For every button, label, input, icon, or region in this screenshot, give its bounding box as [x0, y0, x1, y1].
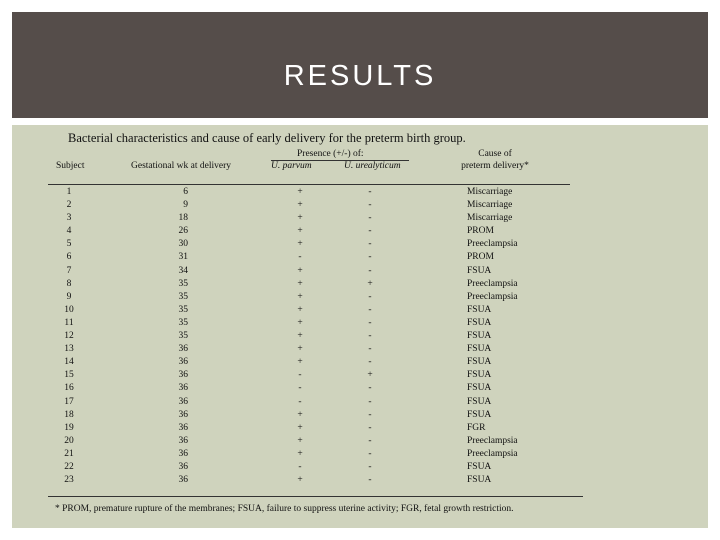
cell-u-parvum: + — [297, 435, 303, 446]
cell-subject: 21 — [64, 448, 74, 459]
cell-gestational-week: 6 — [183, 187, 188, 197]
table-row — [0, 317, 720, 330]
cell-u-urealyticum: - — [368, 435, 372, 446]
cell-u-parvum: + — [297, 291, 303, 302]
cell-cause: FSUA — [467, 383, 492, 394]
table-row — [0, 278, 720, 291]
cell-u-urealyticum: - — [368, 239, 372, 250]
cell-gestational-week: 36 — [178, 448, 188, 459]
cell-subject: 4 — [66, 226, 72, 237]
table-row — [0, 251, 720, 264]
cell-gestational-week: 36 — [178, 396, 188, 407]
cell-subject: 16 — [64, 383, 74, 394]
cell-u-urealyticum: - — [368, 344, 372, 355]
cell-cause: FSUA — [467, 396, 492, 407]
cell-u-parvum: + — [297, 304, 303, 315]
cell-gestational-week: 36 — [178, 422, 188, 433]
cell-subject: 3 — [66, 213, 72, 224]
cell-cause: PROM — [467, 226, 494, 237]
cell-u-parvum: + — [297, 200, 303, 211]
cell-gestational-week: 36 — [178, 357, 188, 368]
cell-gestational-week: 35 — [178, 317, 188, 328]
cell-u-parvum: + — [297, 409, 303, 420]
table-title: Bacterial characteristics and cause of early delivery for the preterm birth group. — [68, 131, 466, 145]
cell-subject: 23 — [64, 475, 74, 486]
cell-u-urealyticum: + — [367, 370, 373, 381]
table-row — [0, 369, 720, 382]
cell-cause: FSUA — [467, 475, 492, 486]
cell-u-parvum: + — [297, 475, 303, 486]
cell-u-urealyticum: + — [367, 278, 373, 289]
cell-subject: 11 — [64, 317, 74, 328]
cell-u-urealyticum: - — [368, 475, 372, 486]
cell-subject: 12 — [64, 331, 74, 342]
cell-cause: FSUA — [467, 317, 492, 328]
cell-subject: 19 — [64, 422, 74, 433]
table-row — [0, 199, 720, 212]
cell-cause: FSUA — [467, 357, 492, 368]
cell-cause: Preeclampsia — [467, 435, 518, 446]
cell-gestational-week: 36 — [178, 370, 188, 381]
cell-gestational-week: 35 — [178, 291, 188, 302]
cell-u-parvum: + — [297, 239, 303, 250]
cell-subject: 2 — [66, 200, 72, 211]
cell-u-parvum: + — [297, 317, 303, 328]
cell-subject: 10 — [64, 304, 74, 315]
cell-cause: PROM — [467, 252, 494, 263]
cell-u-urealyticum: - — [368, 291, 372, 302]
cell-u-parvum: - — [298, 383, 302, 394]
header-subject: Subject — [56, 161, 85, 171]
cell-u-parvum: + — [297, 278, 303, 289]
cell-gestational-week: 36 — [178, 344, 188, 355]
table-row — [0, 435, 720, 448]
cell-subject: 7 — [66, 265, 72, 276]
table-row — [0, 291, 720, 304]
table-footnote: * PROM, premature rupture of the membranes; FSUA, failure to suppress uterine activity; FGR, fetal growth restriction. — [55, 504, 514, 514]
table-row — [0, 396, 720, 409]
header-u-urealyticum: U. urealyticum — [344, 161, 401, 171]
table-body — [0, 186, 720, 487]
cell-u-parvum: + — [297, 422, 303, 433]
table-row — [0, 343, 720, 356]
slide-title: RESULTS — [283, 60, 437, 92]
cell-gestational-week: 36 — [178, 409, 188, 420]
cell-u-parvum: + — [297, 448, 303, 459]
cell-u-urealyticum: - — [368, 317, 372, 328]
cell-cause: Miscarriage — [467, 187, 513, 197]
cell-gestational-week: 36 — [178, 461, 188, 472]
table-row — [0, 356, 720, 369]
cell-gestational-week: 36 — [178, 435, 188, 446]
cell-gestational-week: 35 — [178, 278, 188, 289]
cell-subject: 18 — [64, 409, 74, 420]
cell-u-parvum: + — [297, 265, 303, 276]
cell-cause: Preeclampsia — [467, 239, 518, 250]
table-row — [0, 304, 720, 317]
table-row — [0, 409, 720, 422]
cell-gestational-week: 30 — [178, 239, 188, 250]
cell-gestational-week: 36 — [178, 475, 188, 486]
cell-gestational-week: 36 — [178, 383, 188, 394]
cell-subject: 15 — [64, 370, 74, 381]
cell-cause: Preeclampsia — [467, 291, 518, 302]
cell-cause: FSUA — [467, 370, 492, 381]
table-bottom-rule — [48, 496, 583, 497]
cell-cause: FSUA — [467, 304, 492, 315]
cell-gestational-week: 35 — [178, 304, 188, 315]
header-u-parvum: U. parvum — [271, 161, 312, 171]
cell-cause: FGR — [467, 422, 486, 433]
cell-subject: 5 — [66, 239, 72, 250]
cell-subject: 13 — [64, 344, 74, 355]
cell-cause: Miscarriage — [467, 200, 513, 211]
table-row — [0, 265, 720, 278]
cell-u-urealyticum: - — [368, 200, 372, 211]
cell-subject: 8 — [66, 278, 72, 289]
cell-gestational-week: 34 — [178, 265, 188, 276]
header-gestational-week: Gestational wk at delivery — [131, 161, 231, 171]
table-row — [0, 330, 720, 343]
cell-u-parvum: + — [297, 213, 303, 224]
cell-cause: Preeclampsia — [467, 278, 518, 289]
cell-u-parvum: - — [298, 370, 302, 381]
cell-u-parvum: + — [297, 331, 303, 342]
cell-cause: FSUA — [467, 409, 492, 420]
table-row — [0, 461, 720, 474]
cell-cause: Miscarriage — [467, 213, 513, 224]
cell-cause: FSUA — [467, 265, 492, 276]
table-row — [0, 212, 720, 225]
header-presence: Presence (+/-) of: — [297, 149, 364, 159]
cell-u-parvum: - — [298, 461, 302, 472]
cell-cause: FSUA — [467, 331, 492, 342]
table-row — [0, 382, 720, 395]
cell-u-urealyticum: - — [368, 226, 372, 237]
cell-subject: 6 — [66, 252, 72, 263]
table-row — [0, 225, 720, 238]
cell-u-urealyticum: - — [368, 252, 372, 263]
cell-u-urealyticum: - — [368, 357, 372, 368]
table-top-rule — [48, 184, 570, 185]
cell-subject: 14 — [64, 357, 74, 368]
header-cause-line1: Cause of — [478, 149, 512, 159]
cell-u-urealyticum: - — [368, 409, 372, 420]
cell-u-parvum: + — [297, 187, 303, 197]
cell-gestational-week: 9 — [183, 200, 188, 211]
table-row — [0, 238, 720, 251]
cell-cause: FSUA — [467, 344, 492, 355]
cell-subject: 9 — [66, 291, 72, 302]
cell-u-urealyticum: - — [368, 422, 372, 433]
cell-u-parvum: + — [297, 344, 303, 355]
cell-cause: FSUA — [467, 461, 492, 472]
cell-u-urealyticum: - — [368, 213, 372, 224]
cell-subject: 1 — [66, 187, 72, 197]
cell-u-parvum: - — [298, 396, 302, 407]
cell-u-urealyticum: - — [368, 383, 372, 394]
title-banner — [12, 12, 708, 118]
cell-u-urealyticum: - — [368, 331, 372, 342]
cell-cause: Preeclampsia — [467, 448, 518, 459]
cell-u-urealyticum: - — [368, 396, 372, 407]
cell-u-urealyticum: - — [368, 304, 372, 315]
cell-u-urealyticum: - — [368, 448, 372, 459]
cell-u-urealyticum: - — [368, 265, 372, 276]
cell-subject: 22 — [64, 461, 74, 472]
table-row — [0, 186, 720, 199]
cell-u-parvum: - — [298, 252, 302, 263]
cell-subject: 17 — [64, 396, 74, 407]
cell-u-parvum: + — [297, 357, 303, 368]
table-row — [0, 422, 720, 435]
cell-gestational-week: 26 — [178, 226, 188, 237]
cell-u-parvum: + — [297, 226, 303, 237]
table-row — [0, 474, 720, 487]
header-cause-line2: preterm delivery* — [461, 161, 529, 171]
cell-subject: 20 — [64, 435, 74, 446]
table-row — [0, 448, 720, 461]
cell-gestational-week: 31 — [178, 252, 188, 263]
cell-u-urealyticum: - — [368, 187, 372, 197]
cell-gestational-week: 18 — [178, 213, 188, 224]
cell-gestational-week: 35 — [178, 331, 188, 342]
cell-u-urealyticum: - — [368, 461, 372, 472]
